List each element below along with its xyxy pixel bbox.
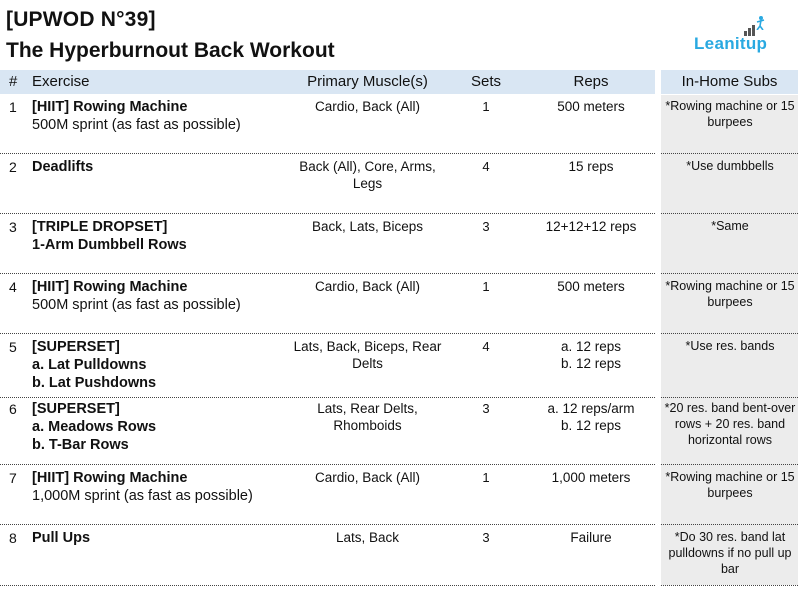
subs-cell: *Rowing machine or 15 burpees <box>665 470 795 500</box>
exercise-name: a. Meadows Rows <box>32 419 157 435</box>
row-divider <box>661 397 798 398</box>
subs-cell: *Rowing machine or 15 burpees <box>665 279 795 309</box>
exercise-name: Pull Ups <box>32 530 91 546</box>
exercise-name: [HIIT] Rowing Machine <box>32 279 188 295</box>
exercise-name: a. Lat Pulldowns <box>32 357 147 373</box>
subs-cell: *Do 30 res. band lat pulldowns if no pull up bar <box>668 530 792 576</box>
sets-cell: 1 <box>482 279 490 294</box>
muscle-cell: Back, Lats, Biceps <box>311 219 424 234</box>
col-subs-header: In-Home Subs <box>661 70 798 94</box>
row-divider <box>661 585 798 586</box>
exercise-cell <box>32 278 287 314</box>
row-number: 5 <box>9 339 17 355</box>
page-title-code: [UPWOD N°39] <box>6 8 156 31</box>
muscle-cell: Cardio, Back (All) <box>314 99 421 114</box>
row-divider <box>661 464 798 465</box>
sets-cell: 4 <box>482 339 490 354</box>
row-divider <box>661 333 798 334</box>
muscle-cell: Lats, Back <box>335 530 400 545</box>
row-number: 7 <box>9 470 17 486</box>
muscle-cell: Cardio, Back (All) <box>314 279 421 294</box>
exercise-cell <box>32 400 287 454</box>
sets-cell: 1 <box>482 99 490 114</box>
exercise-cell <box>32 218 287 254</box>
sets-cell: 4 <box>482 159 490 174</box>
person-icon <box>754 16 766 30</box>
sets-cell: 1 <box>482 470 490 485</box>
col-muscle-header: Primary Muscle(s) <box>307 73 428 90</box>
sets-cell: 3 <box>482 401 490 416</box>
reps-cell: 15 reps <box>568 159 614 174</box>
muscle-cell: Lats, Rear Delts, Rhomboids <box>317 401 418 433</box>
row-divider <box>0 153 655 154</box>
row-divider <box>661 273 798 274</box>
logo-text: Leanitup <box>694 34 768 53</box>
subs-cell: *Use res. bands <box>685 339 775 353</box>
row-divider <box>0 333 655 334</box>
reps-cell: 1,000 meters <box>551 470 631 485</box>
exercise-name: Deadlifts <box>32 159 94 175</box>
reps-line: a. 12 reps/arm <box>547 401 635 416</box>
sets-cell: 3 <box>482 219 490 234</box>
row-number: 2 <box>9 159 17 175</box>
row-divider <box>0 213 655 214</box>
subs-cell: *20 res. band bent-over rows + 20 res. band horizontal rows <box>664 401 796 447</box>
row-number: 3 <box>9 219 17 235</box>
reps-cell: 500 meters <box>557 99 625 114</box>
exercise-name: [HIIT] Rowing Machine <box>32 99 188 115</box>
row-number: 6 <box>9 401 17 417</box>
reps-line: a. 12 reps <box>560 339 622 354</box>
row-number: 4 <box>9 279 17 295</box>
exercise-detail: 500M sprint (as fast as possible) <box>32 297 241 313</box>
reps-cell <box>525 338 657 372</box>
exercise-name: [HIIT] Rowing Machine <box>32 470 188 486</box>
exercise-cell <box>32 469 287 505</box>
col-sets-header: Sets <box>470 73 501 90</box>
row-divider <box>661 213 798 214</box>
page-title: The Hyperburnout Back Workout <box>6 39 335 62</box>
exercise-name: b. T-Bar Rows <box>32 437 129 453</box>
row-number: 1 <box>9 99 17 115</box>
table-header <box>0 70 655 94</box>
reps-line: b. 12 reps <box>560 356 622 371</box>
exercise-cell <box>32 338 287 392</box>
reps-line: b. 12 reps <box>560 418 622 433</box>
row-divider <box>0 273 655 274</box>
subs-cell: *Rowing machine or 15 burpees <box>665 99 795 129</box>
row-divider <box>661 153 798 154</box>
exercise-name: 1-Arm Dumbbell Rows <box>32 237 187 253</box>
exercise-tag: [SUPERSET] <box>32 339 120 355</box>
row-divider <box>661 524 798 525</box>
reps-cell: Failure <box>570 530 612 545</box>
row-divider <box>0 585 655 586</box>
col-num-header: # <box>9 73 18 90</box>
sets-cell: 3 <box>482 530 490 545</box>
exercise-cell <box>32 529 287 547</box>
reps-cell <box>525 400 657 434</box>
exercise-cell <box>32 158 287 176</box>
reps-cell: 500 meters <box>557 279 625 294</box>
exercise-detail: 1,000M sprint (as fast as possible) <box>32 488 253 504</box>
muscle-cell: Cardio, Back (All) <box>314 470 421 485</box>
exercise-tag: [TRIPLE DROPSET] <box>32 219 168 235</box>
exercise-cell <box>32 98 287 134</box>
col-reps-header: Reps <box>573 73 609 90</box>
leanitup-logo <box>694 16 790 56</box>
row-divider <box>0 397 655 398</box>
exercise-detail: 500M sprint (as fast as possible) <box>32 117 241 133</box>
row-number: 8 <box>9 530 17 546</box>
exercise-tag: [SUPERSET] <box>32 401 120 417</box>
row-divider <box>0 524 655 525</box>
col-exercise-header: Exercise <box>32 73 90 90</box>
subs-cell: *Use dumbbells <box>686 159 774 173</box>
subs-cell: *Same <box>711 219 749 233</box>
muscle-cell: Lats, Back, Biceps, Rear Delts <box>293 339 442 371</box>
exercise-name: b. Lat Pushdowns <box>32 375 157 391</box>
reps-cell: 12+12+12 reps <box>545 219 637 234</box>
muscle-cell: Back (All), Core, Arms, Legs <box>299 159 436 191</box>
row-divider <box>0 464 655 465</box>
